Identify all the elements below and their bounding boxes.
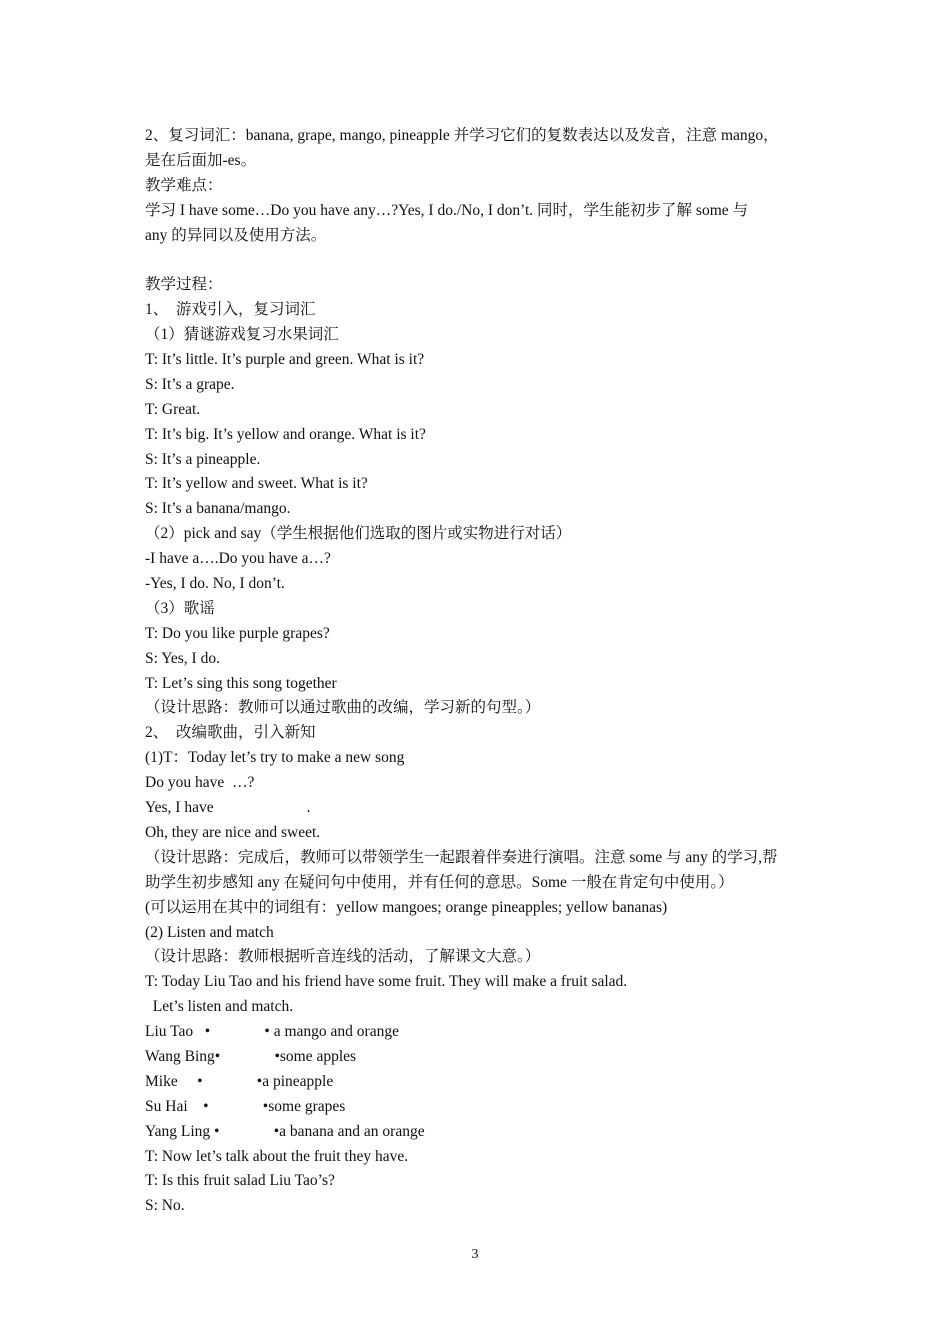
text-line: T: It’s yellow and sweet. What is it?	[145, 475, 368, 493]
text-line: S: No.	[145, 1197, 185, 1215]
text-line: 2、复习词汇：banana, grape, mango, pineapple 并学习它们的复数表达以及发音，注意 mango，	[145, 127, 779, 144]
text-line: S: It’s a pineapple.	[145, 450, 261, 468]
text-line: Su Hai • •some grapes	[145, 1097, 346, 1115]
text-line: Wang Bing• •some apples	[145, 1047, 357, 1065]
text-line: any 的异同以及使用方法。	[145, 226, 327, 244]
text-line: Mike • •a pineapple	[145, 1072, 334, 1090]
text-line: Let’s listen and match.	[145, 998, 294, 1016]
text-line: Liu Tao • • a mango and orange	[145, 1023, 399, 1041]
text-line: T: Great.	[145, 400, 201, 418]
text-line: （设计思路：教师根据听音连线的活动，了解课文大意。）	[145, 948, 541, 966]
text-line: 教学难点：	[145, 176, 223, 194]
text-line: Oh, they are nice and sweet.	[145, 823, 321, 841]
text-line: 助学生初步感知 any 在疑问句中使用，并有任何的意思。Some 一般在肯定句中使用。）	[145, 873, 734, 891]
text-line: T: It’s big. It’s yellow and orange. What is it?	[145, 425, 426, 443]
text-line: 2、 改编歌曲，引入新知	[145, 724, 316, 742]
text-line: T: Let’s sing this song together	[145, 674, 337, 692]
text-line: Yes, I have .	[145, 799, 311, 817]
text-line: (可以运用在其中的词组有：yellow mangoes; orange pineapples; yellow bananas)	[145, 898, 668, 916]
text-line: （3）歌谣	[145, 599, 215, 617]
page-number: 3	[471, 1247, 479, 1262]
text-line: T: Today Liu Tao and his friend have some fruit. They will make a fruit salad.	[145, 973, 628, 991]
text-line: 是在后面加-es。	[145, 151, 257, 169]
text-line: T: Is this fruit salad Liu Tao’s?	[145, 1172, 335, 1190]
text-line: S: Yes, I do.	[145, 649, 220, 667]
text-line: -I have a….Do you have a…?	[145, 550, 331, 568]
text-line: T: It’s little. It’s purple and green. What is it?	[145, 351, 425, 369]
text-line: 教学过程：	[145, 276, 223, 294]
blank-line	[145, 248, 810, 273]
text-line: T: Now let’s talk about the fruit they have.	[145, 1147, 409, 1165]
text-line: （设计思路：完成后，教师可以带领学生一起跟着伴奏进行演唱。注意 some 与 any 的学习,帮	[145, 848, 778, 866]
text-line: (2) Listen and match	[145, 923, 274, 941]
text-line: （设计思路：教师可以通过歌曲的改编，学习新的句型。）	[145, 699, 541, 717]
text-line: （2）pick and say（学生根据他们选取的图片或实物进行对话）	[145, 525, 572, 543]
text-line: 学习 I have some…Do you have any…?Yes, I do./No, I don’t. 同时，学生能初步了解 some 与	[145, 201, 749, 219]
text-line: -Yes, I do. No, I don’t.	[145, 575, 285, 593]
text-line: T: Do you like purple grapes?	[145, 624, 330, 642]
text-line: （1）猜谜游戏复习水果词汇	[145, 326, 339, 344]
text-line: S: It’s a grape.	[145, 375, 235, 393]
document-body	[145, 124, 810, 1219]
text-line: (1)T：Today let’s try to make a new song	[145, 749, 405, 767]
text-line: 1、 游戏引入，复习词汇	[145, 301, 316, 319]
text-line: Yang Ling • •a banana and an orange	[145, 1122, 425, 1140]
text-line: Do you have …?	[145, 774, 255, 792]
text-line: S: It’s a banana/mango.	[145, 500, 291, 518]
